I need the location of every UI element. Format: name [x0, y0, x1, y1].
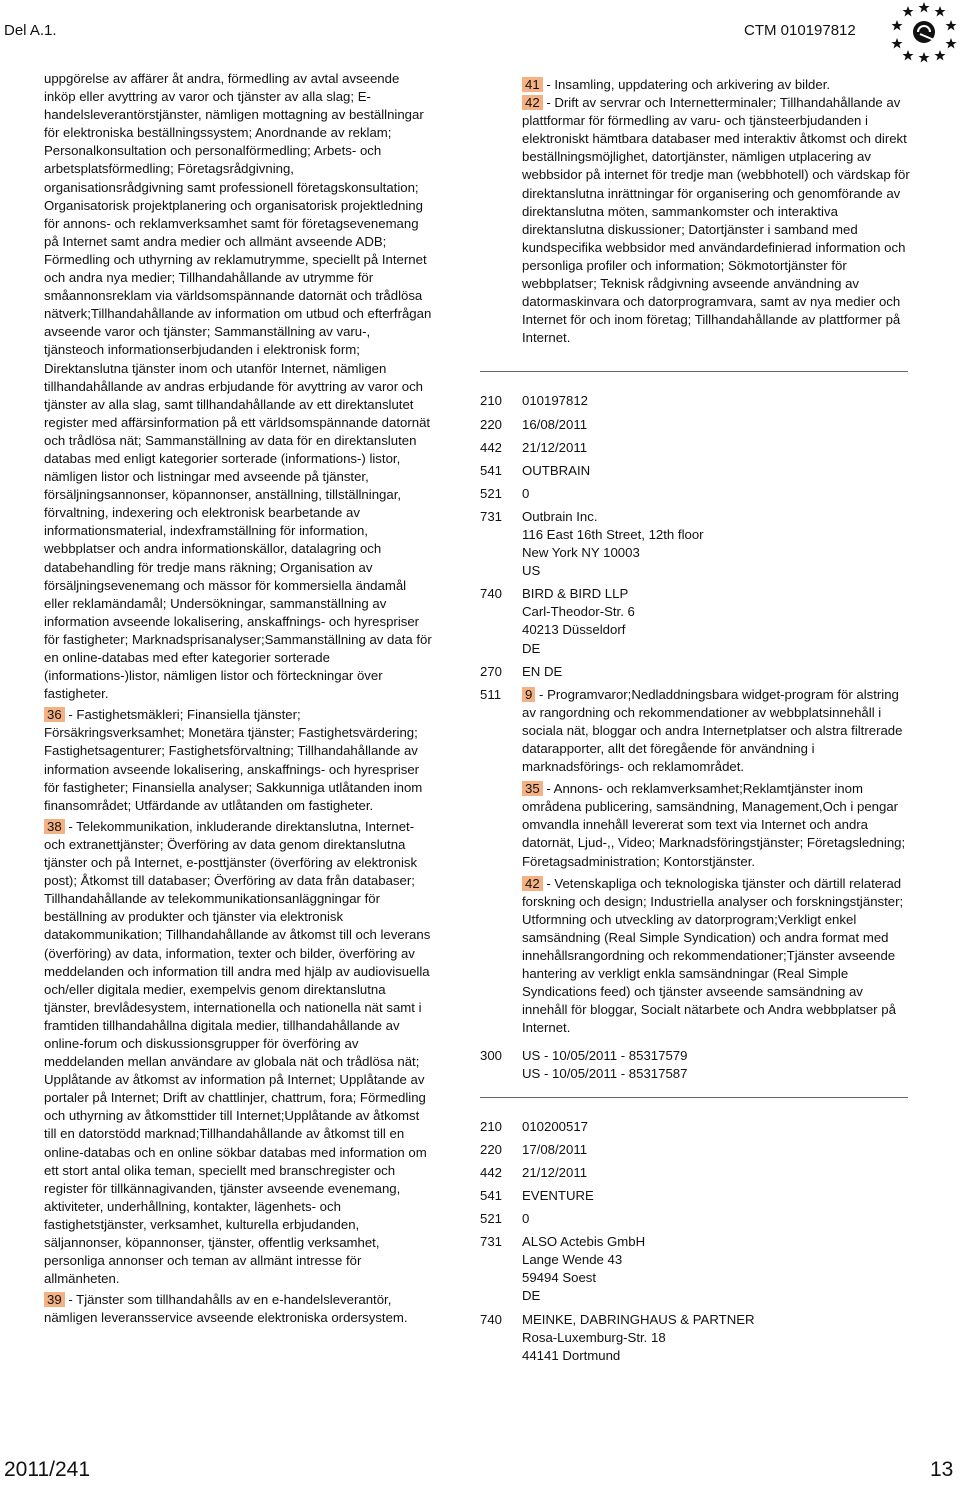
class-entry — [44, 818, 432, 1288]
section-label: Del A.1. — [4, 22, 57, 39]
publication-date: 21/12/2011 — [522, 1164, 588, 1180]
address-line: 44141 Dortmund — [522, 1347, 621, 1363]
address-line: BIRD & BIRD LLP — [522, 586, 629, 602]
field-code: 740 — [480, 586, 503, 602]
address-line: Carl-Theodor-Str. 6 — [522, 604, 635, 620]
right-column — [480, 76, 910, 1370]
filing-date: 16/08/2011 — [522, 416, 588, 432]
field-220 — [480, 1141, 910, 1159]
field-code: 731 — [480, 1234, 503, 1250]
class-description: - Tjänster som tillhandahålls av en e-handelsleverantör, nämligen leveransservice avseende elektroniska ordersystem. — [44, 1292, 408, 1326]
class-number-badge: 42 — [522, 876, 543, 891]
page-number: 13 — [930, 1458, 954, 1481]
class-number-badge: 42 — [522, 95, 543, 110]
trademark-record — [480, 1118, 910, 1365]
field-731 — [480, 1233, 910, 1305]
class-description: - Telekommunikation, inkluderande direktanslutna, Internet- och extranettjänster; Överföring av data genom direktanslutna tjänster och på Internet, e-posttjänster (överföring av elektronisk post); Åtkomst till databaser; Överföring av data från databaser; Tillhandahållande av telekommunikationsanläggningar för beställning av produkter och tjänster via elektronisk datakommunikation; Tillhandahållande av åtkomst till och leverans (överföring) av data, information, texter och bilder, överföring av meddelanden och information till andra med hjälp av audiovisuella och/eller digitala medier, exempelvis genom direktanslutna tjänster, brevlådesystem, internationella och nationella nät samt i framtiden tillhandahållna digitala medier, tillhandahållande av online-forum och diskussionsgrupper för överföring av meddelanden mellan användare av globala nät och trådlösa nät; Upplåtande av åtkomst av information på Internet; Upplåtande av portaler på Internet; Drift av chattlinjer, chattrum, fora; Förmedling och uthyrning av åtkomsttider till Internet;Upplåtande av åtkomst till en datorstödd marknad;Tillhandahållande av åtkomst till en online-databas och en online sökbar databas med information om ett stort antal olika teman, speciellt med branschregister och register för tillkännagivanden, tjänster avseende evenemang, aktiviteter, underhållning, kontakter, lägenhets- och fastighetstjänster, verksamhet, kulturella erbjudanden, säljannonser, köpannonser, tjänster, offentlig verksamhet, personliga annonser och teman av allmänt intresse för allmänheten. — [44, 818, 431, 1287]
field-value: 0 — [522, 485, 530, 501]
class-description: - Fastighetsmäkleri; Finansiella tjänster; Försäkringsverksamhet; Monetära tjänster; Fastighetsvärdering; Fastighetsagenturer; Fastighetsförvaltning; Tillhandahållande av information avseende lokalisering, anskaffnings- och hyrespriser för fastigheter; Finansiella analyser; Sakkunniga utlåtanden inom finansområdet; Utfärdande av utlåtanden om fastigheter. — [44, 707, 423, 813]
field-code: 521 — [480, 485, 503, 501]
address-line: Lange Wende 43 — [522, 1252, 623, 1268]
filing-date: 17/08/2011 — [522, 1141, 588, 1157]
class-number-badge: 38 — [44, 819, 65, 834]
priority-line: US - 10/05/2011 - 85317579 — [522, 1047, 688, 1063]
field-code: 740 — [480, 1311, 503, 1327]
class-number-badge: 39 — [44, 1292, 65, 1307]
field-521 — [480, 1210, 910, 1228]
address-line: 116 East 16th Street, 12th floor — [522, 526, 704, 542]
eu-stars-logo-icon — [890, 0, 958, 64]
class-description: - Annons- och reklamverksamhet;Reklamtjänster inom områdena publicering, samsändning, Management,Och i pengar omvandla innehåll levererat som text via Internet och andra datornät, Ljud-,, Video; Marknadsföringstjänster; Företagsledning; Företagsadministration; Kontorstjänster. — [522, 781, 906, 869]
field-code: 220 — [480, 416, 503, 432]
class-entry — [522, 686, 910, 776]
ctm-number: CTM 010197812 — [744, 22, 856, 39]
languages: EN DE — [522, 663, 563, 679]
field-541 — [480, 1187, 910, 1205]
field-code: 511 — [480, 686, 502, 702]
trademark-name: OUTBRAIN — [522, 462, 591, 478]
field-210 — [480, 1118, 910, 1136]
address-line: MEINKE, DABRINGHAUS & PARTNER — [522, 1311, 755, 1327]
address-line: 40213 Düsseldorf — [522, 622, 626, 638]
class-entry — [44, 706, 432, 815]
field-270 — [480, 663, 910, 681]
field-code: 731 — [480, 508, 503, 524]
field-300 — [480, 1047, 910, 1083]
goods-services-top — [480, 76, 910, 347]
record-divider — [480, 371, 908, 372]
trademark-record — [480, 392, 910, 1082]
field-740 — [480, 1311, 910, 1365]
class-description: - Vetenskapliga och teknologiska tjänster och därtill relaterad forskning och design; Industriella analyser och forskningstjänster; Utformning och utveckling av datorprogram;Verkligt enkel samsändning (Real Simple Syndication) och andra format med innehållsrangordning och rekommendationer;Tjänster avseende hantering av verkligt enkla samsändningar (Real Simple Syndications feed) och tjänster avseende samsändning av innehåll för bloggar, Socialt nätarbete och Andra webbplatser på Internet. — [522, 875, 904, 1036]
field-code: 300 — [480, 1047, 503, 1063]
field-code: 210 — [480, 393, 503, 409]
field-220 — [480, 416, 910, 434]
goods-and-services — [522, 686, 910, 1042]
class-entry — [480, 76, 910, 94]
field-442 — [480, 439, 910, 457]
representative-address — [522, 585, 910, 657]
field-code: 541 — [480, 462, 503, 478]
class-number-badge: 41 — [522, 77, 543, 92]
class-entry — [522, 875, 910, 1038]
record-divider — [480, 1097, 908, 1098]
field-code: 521 — [480, 1211, 503, 1227]
class-number-badge: 36 — [44, 707, 65, 722]
class-description: - Insamling, uppdatering och arkivering av bilder. — [542, 77, 831, 92]
class-entry — [480, 94, 910, 347]
field-code: 220 — [480, 1141, 503, 1157]
applicant-address — [522, 1233, 910, 1305]
class-number-badge: 9 — [522, 687, 535, 702]
address-line: New York NY 10003 — [522, 545, 640, 561]
address-line: Rosa-Luxemburg-Str. 18 — [522, 1329, 666, 1345]
field-731 — [480, 508, 910, 580]
field-value: 0 — [522, 1211, 530, 1227]
class-description: - Drift av servrar och Internetterminaler; Tillhandahållande av plattformar för förmedling av varu- och tjänsteerbjudanden i elektroniskt hämtbara databaser med interaktiv åtkomst och direkt beställningsmöjlighet, datortjänster, nämligen utplacering av webbsidor på internet för tredje man (webbhotell) och värdskap för direktanslutna inrättningar för organisering och genomförande av direktanslutna möten, sammankomster och interaktiva direktanslutna diskussioner; Datortjänster i samband med kundspecifika webbsidor med användardefinierad information och personliga profiler och information; Sökmotortjänster för webbplatser; Teknisk rådgivning avseende användning av datormaskinvara och datorprogramvara, samt av nya medier och Internet för och inom företag; Tillhandahållande av plattformer på Internet. — [522, 95, 910, 346]
field-code: 210 — [480, 1118, 503, 1134]
address-line: ALSO Actebis GmbH — [522, 1234, 646, 1250]
field-740 — [480, 585, 910, 657]
field-210 — [480, 392, 910, 410]
applicant-address — [522, 508, 910, 580]
field-code: 270 — [480, 663, 503, 679]
field-code: 442 — [480, 439, 503, 455]
address-line: 59494 Soest — [522, 1270, 597, 1286]
priority-line: US - 10/05/2011 - 85317587 — [522, 1065, 688, 1081]
address-line: DE — [522, 640, 541, 656]
class-description: - Programvaror;Nedladdningsbara widget-program för alstring av rangordning och rekommendationer av webbplatsinnehåll i sociala nät, bloggar och andra Internetplatser och alstra filtrerade datarapporter, allt det föregående för användning i marknadsförings- och reklamområdet. — [522, 686, 903, 775]
address-line: Outbrain Inc. — [522, 508, 598, 524]
publication-date: 21/12/2011 — [522, 439, 588, 455]
field-code: 442 — [480, 1164, 503, 1180]
field-521 — [480, 485, 910, 503]
issue-number: 2011/241 — [4, 1458, 91, 1481]
class-entry — [44, 1291, 432, 1327]
field-541 — [480, 462, 910, 480]
application-number: 010197812 — [522, 393, 589, 409]
goods-services-continued: uppgörelse av affärer åt andra, förmedling av avtal avseende inköp eller avyttring av varor och tjänster av alla slag; E-handelsleverantörstjänster, nämligen mottagning av beställningar för elektroniska beställningssystem; Anordnande av reklam; Personalkonsultation och personalförmedling; Arbets- och arbetsplatsförmedling; Företagsrådgivning, organisationsrådgivning samt professionell företagskonsultation; Organisatorisk projektplanering och organisatorisk projektledning för annons- och reklamverksamhet samt för företagsevenemang på Internet samt andra medier och allmänt avseende ADB; Förmedling och uthyrning av reklamutrymme, speciellt på Internet och andra nya medier; Tillhandahållande av utrymme för småannonsreklam via världsomspännande datornät och trådlösa nätverk;Tillhandahållande av information om utbud och efterfrågan avseende varor och tjänster; Sammanställning av varu-, tjänsteoch informationserbjudanden i elektronisk form; Direktanslutna tjänster inom och utanför Internet, nämligen tillhandahållande av andras erbjudande för avyttring av varor och tjänster av alla slag, samt tillhandahållande av ett direktanslutet register med affärsinformation på ett världsomspännande datornät och trådlösa nät; Sammanställning av data för en direktansluten databas med enligt kategorier sorterade (informations-) listor, nämligen listor och listningar med avseende på tjänster, försäljningsannonser, köpannonser, anställning, tillställningar, förvaltning, indexering och elektronisk bearbetande av informationsmaterial, indexframställning för information, webbplatser och andra informationskällor, datalagring och databehandling för tredje mans räkning; Organisation av försäljningsevenemang och mässor för kommersiella ändamål eller reklamändamål; Undersökningar, sammanställning av information avseende lokalisering, anskaffnings- och hyrespriser för fastigheter; Marknadsprisanalyser;Sammanställning av data för en online-databas med efter kategorier sorterade (informations-)listor, nämligen listor och förteckningar över fastigheter. — [44, 71, 432, 702]
priority-claims — [522, 1047, 910, 1083]
address-line: DE — [522, 1288, 541, 1304]
trademark-name: EVENTURE — [522, 1187, 594, 1203]
class-number-badge: 35 — [522, 781, 543, 796]
field-code: 541 — [480, 1187, 503, 1203]
representative-address — [522, 1311, 910, 1365]
left-column — [44, 70, 432, 1330]
application-number: 010200517 — [522, 1118, 589, 1134]
field-442 — [480, 1164, 910, 1182]
class-entry — [522, 780, 910, 870]
address-line: US — [522, 563, 541, 579]
field-511 — [480, 686, 910, 1042]
